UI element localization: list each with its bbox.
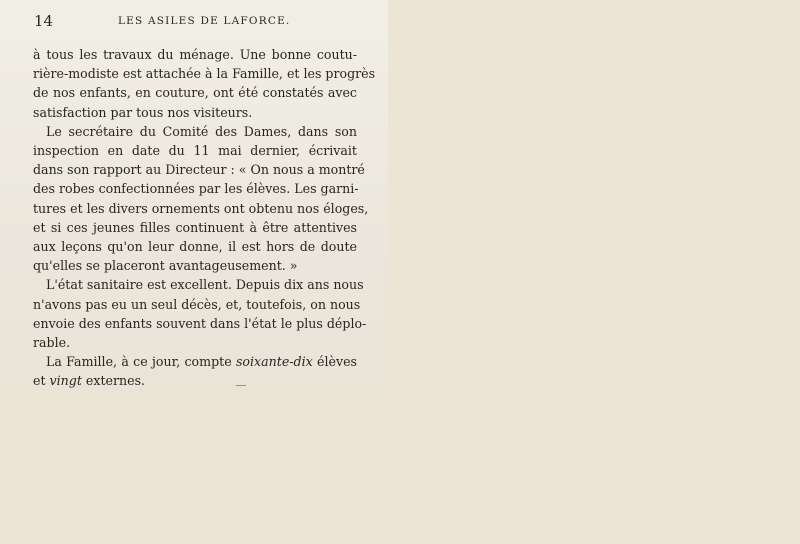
paragraph	[33, 45, 376, 122]
text-segment: n'avons pas eu un seul décès, et, toutefois, on nous	[33, 296, 361, 312]
text-line	[33, 160, 365, 179]
paragraph	[33, 122, 369, 276]
text-line	[33, 352, 357, 371]
text-line	[33, 256, 357, 275]
text-line	[33, 141, 357, 160]
text-line	[33, 83, 357, 102]
text-line	[33, 371, 357, 390]
text-segment: qu'elles se placeront avantageusement. »	[33, 258, 298, 274]
text-line	[33, 45, 357, 64]
scanned-page	[0, 0, 388, 391]
text-segment: à tous les travaux du ménage. Une bonne coutu-	[33, 47, 357, 62]
text-segment: des robes confectionnées par les élèves. Les garni-	[33, 181, 359, 197]
text-segment: et	[33, 373, 50, 389]
text-line	[33, 218, 357, 237]
text-segment: dans son rapport au Directeur : « On nous a montré	[33, 162, 365, 178]
text-segment: La Famille, à ce jour, compte	[46, 354, 236, 370]
text-line	[33, 103, 357, 122]
text-segment: de nos enfants, en couture, ont été constatés avec	[33, 85, 357, 101]
text-line	[33, 237, 357, 256]
text-segment: inspection en date du 11 mai dernier, écrivait	[33, 143, 357, 159]
text-line	[33, 199, 369, 218]
text-segment: externes.	[81, 373, 146, 389]
text-segment: envoie des enfants souvent dans l'état le plus déplo-	[33, 315, 367, 331]
paragraph	[33, 275, 367, 352]
text-segment: satisfaction par tous nos visiteurs.	[33, 104, 253, 120]
paragraph	[33, 352, 357, 390]
text-line	[33, 179, 357, 198]
text-line	[33, 275, 364, 294]
body-text	[33, 45, 376, 391]
text-segment: Le secrétaire du Comité des Dames, dans son	[46, 123, 357, 139]
italic-text: vingt	[49, 373, 82, 389]
text-segment: aux leçons qu'on leur donne, il est hors de doute	[33, 239, 357, 255]
text-line	[33, 295, 361, 314]
text-segment: et si ces jeunes filles continuent à être attentives	[33, 219, 357, 235]
text-segment: L'état sanitaire est excellent. Depuis dix ans nous	[46, 277, 364, 293]
text-segment: tures et les divers ornements ont obtenu nos éloges,	[33, 200, 369, 216]
page-number: 14	[34, 12, 54, 30]
text-line	[33, 122, 357, 141]
italic-text: soixante-dix	[235, 354, 313, 370]
page-header	[34, 14, 364, 30]
running-head: LES ASILES DE LAFORCE.	[118, 15, 291, 27]
text-segment: rière-modiste est attachée à la Famille, et les progrès	[33, 66, 376, 82]
text-line	[33, 333, 357, 352]
bottom-mark	[236, 385, 246, 386]
text-line	[33, 314, 367, 333]
text-line	[33, 64, 376, 83]
text-segment: élèves	[312, 354, 358, 370]
text-segment: rable.	[33, 335, 71, 351]
